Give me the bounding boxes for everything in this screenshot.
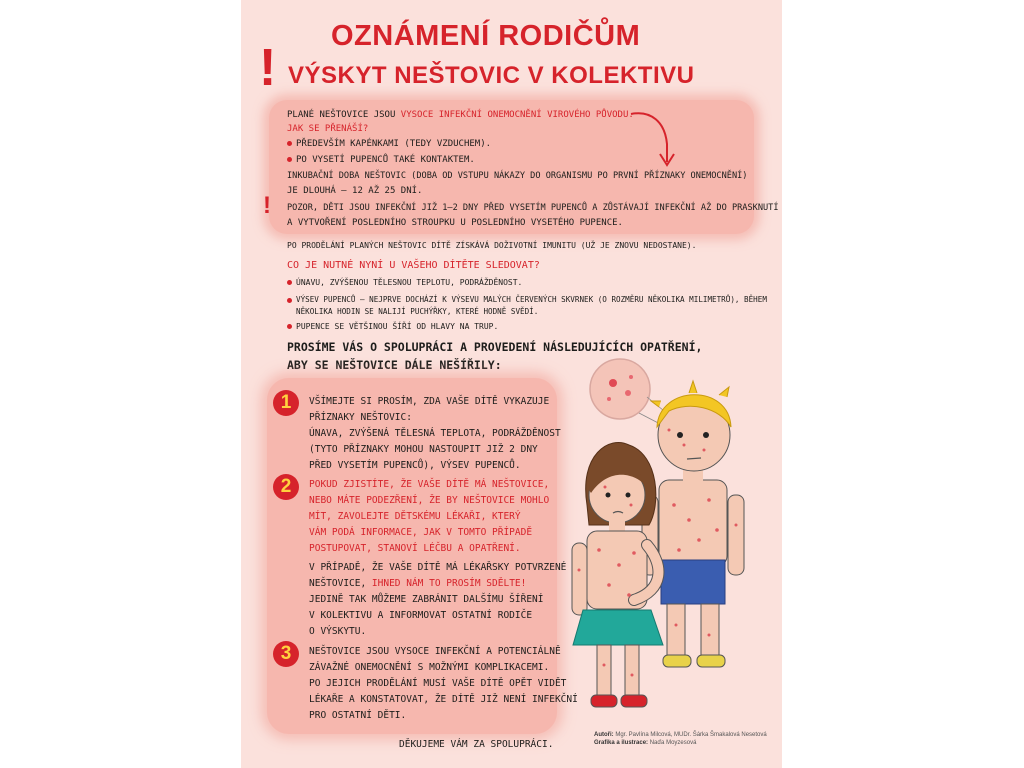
- bullet-icon: [287, 157, 292, 162]
- watch-bullet-2-cont: NĚKOLIKA HODIN SE NALIJÍ PUCHÝŘKY, KTERÉ HODNĚ SVĚDÍ.: [296, 307, 539, 316]
- children-illustration: [539, 355, 774, 725]
- warning-line-1: POZOR, DĚTI JSOU INFEKČNÍ JIŽ 1–2 DNY PŘED VYSETÍM PUPENCŮ A ZŮSTÁVAJÍ INFEKČNÍ AŽ DO PRASKNUTÍ: [287, 203, 779, 213]
- credits: Autoři: Mgr. Pavlína Milcová, MUDr. Šárka Šmakalová Nesetová Grafika a ilustrace: Naďa Moyzesová: [594, 732, 767, 746]
- intro-question: JAK SE PŘENÁŠÍ?: [287, 124, 369, 134]
- step-3-text: NEŠTOVICE JSOU VYSOCE INFEKČNÍ A POTENCIÁLNĚ ZÁVAŽNÉ ONEMOCNĚNÍ S MOŽNÝMI KOMPLIKACEMI. PO JEJICH PRODĚLÁNÍ MUSÍ VAŠE DÍTĚ OPĚT VIDĚT LÉKAŘE A KONSTATOVAT, ŽE DÍTĚ JIŽ NENÍ INFEKČNÍ PRO OSTATNÍ DĚTI.: [309, 646, 578, 721]
- title-line-2: VÝSKYT NEŠTOVIC V KOLEKTIVU: [288, 62, 695, 89]
- thanks-note: DĚKUJEME VÁM ZA SPOLUPRÁCI.: [399, 739, 554, 750]
- incubation-line-1: INKUBAČNÍ DOBA NEŠTOVIC (DOBA OD VSTUPU NÁKAZY DO ORGANISMU PO PRVNÍ PŘÍZNAKY ONEMOCNĚNÍ): [287, 171, 748, 181]
- exclamation-icon: !: [259, 39, 277, 97]
- step-2-badge: 2: [273, 474, 299, 500]
- step-1-text: VŠÍMEJTE SI PROSÍM, ZDA VAŠE DÍTĚ VYKAZUJE PŘÍZNAKY NEŠTOVIC: ÚNAVA, ZVÝŠENÁ TĚLESNÁ TEPLOTA, PODRÁŽDĚNOST (TYTO PŘÍZNAKY MOHOU NASTOUPIT JIŽ 2 DNY PŘED VYSETÍM PUPENCŮ), VÝSEV PUPENCŮ.: [309, 396, 561, 471]
- title-line-1: OZNÁMENÍ RODIČŮM: [331, 20, 641, 52]
- intro-line-1: PLANÉ NEŠTOVICE JSOU VYSOCE INFEKČNÍ ONEMOCNĚNÍ VIROVÉHO PŮVODU.: [287, 110, 634, 120]
- bullet-icon: [287, 280, 292, 285]
- watch-bullet-3: PUPENCE SE VĚTŠINOU ŠÍŘÍ OD HLAVY NA TRUP.: [287, 320, 498, 334]
- watch-bullet-1: ÚNAVU, ZVÝŠENOU TĚLESNOU TEPLOTU, PODRÁŽDĚNOST.: [287, 276, 522, 290]
- intro-bullet-1: PŘEDEVŠÍM KAPÉNKAMI (TEDY VZDUCHEM).: [287, 137, 491, 151]
- step-1-badge: 1: [273, 390, 299, 416]
- watch-bullet-2: VÝSEV PUPENCŮ – NEJPRVE DOCHÁZÍ K VÝSEVU MALÝCH ČERVENÝCH SKVRNEK (O ROZMĚRU NĚKOLIKA MILIMETRŮ), BĚHEM: [287, 293, 767, 307]
- step-3-badge: 3: [273, 641, 299, 667]
- step-2-text: POKUD ZJISTÍTE, ŽE VAŠE DÍTĚ MÁ NEŠTOVICE, NEBO MÁTE PODEZŘENÍ, ŽE BY NEŠTOVICE MOHLO MÍT, ZAVOLEJTE DĚTSKÉMU LÉKAŘI, KTERÝ VÁM PODÁ INFORMACE, JAK V TOMTO PŘÍPADĚ POSTUPOVAT, STANOVÍ LÉČBU A OPATŘENÍ. V PŘÍPADĚ, ŽE VAŠE DÍTĚ MÁ LÉKAŘSKY POTVRZENÉ NEŠTOVICE, IHNED NÁM TO PROSÍM SDĚLTE! JEDINĚ TAK MŮŽEME ZABRÁNIT DALŠÍMU ŠÍŘENÍ V KOLEKTIVU A INFORMOVAT OSTATNÍ RODIČE O VÝSKYTU.: [309, 479, 567, 637]
- cooperation-heading: PROSÍME VÁS O SPOLUPRÁCI A PROVEDENÍ NÁSLEDUJÍCÍCH OPATŘENÍ, ABY SE NEŠTOVICE DÁLE NEŠÍŘILY:: [287, 340, 703, 372]
- bullet-icon: [287, 141, 292, 146]
- warning-line-2: A VYTVOŘENÍ POSLEDNÍHO STROUPKU U POSLEDNÍHO VYSETÉHO PUPENCE.: [287, 218, 623, 228]
- warning-icon: !: [263, 192, 271, 219]
- boy-figure: [642, 381, 744, 667]
- watch-heading: CO JE NUTNÉ NYNÍ U VAŠEHO DÍTĚTE SLEDOVAT?: [287, 260, 540, 271]
- bullet-icon: [287, 298, 292, 303]
- intro-bullet-2: PO VYSETÍ PUPENCŮ TAKÉ KONTAKTEM.: [287, 153, 475, 167]
- bullet-icon: [287, 324, 292, 329]
- incubation-line-2: JE DLOUHÁ – 12 AŽ 25 DNÍ.: [287, 186, 423, 196]
- poster: [241, 0, 782, 768]
- curved-arrow-icon: [629, 108, 679, 170]
- immunity-note: PO PRODĚLÁNÍ PLANÝCH NEŠTOVIC DÍTĚ ZÍSKÁVÁ DOŽIVOTNÍ IMUNITU (UŽ JE ZNOVU NEDOSTANE).: [287, 241, 697, 250]
